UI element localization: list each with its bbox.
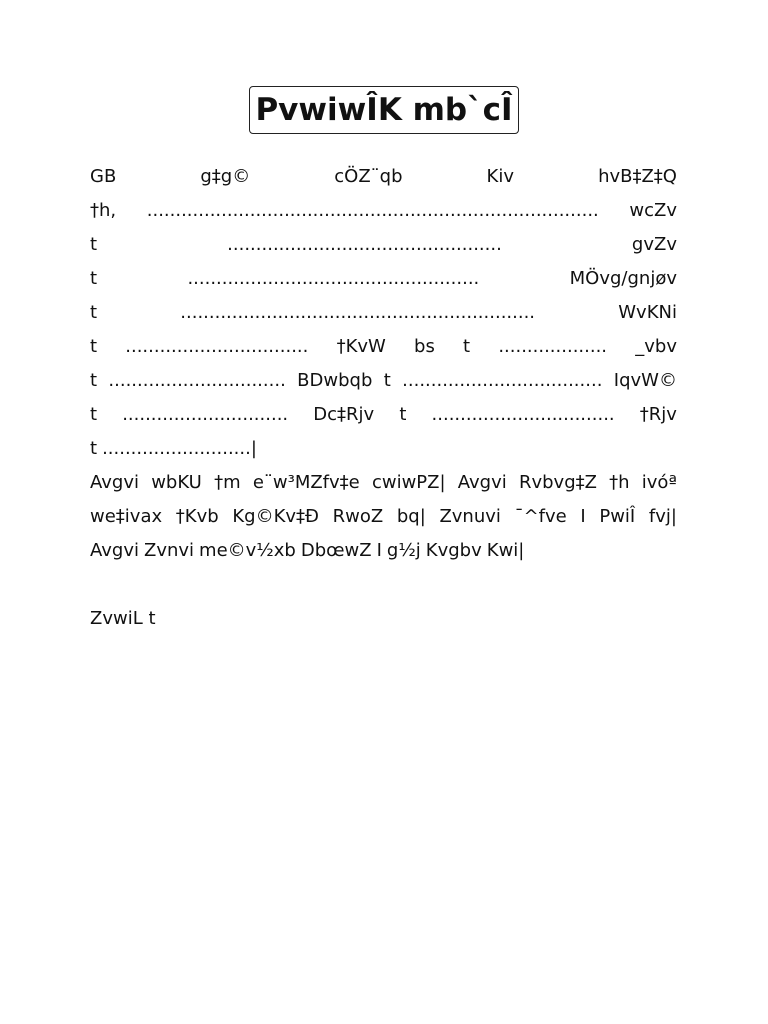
paragraph-word: e¨w³MZfv‡e — [252, 472, 360, 493]
form-word: MÖvg/gnjøv — [569, 268, 677, 289]
paragraph-line — [90, 534, 677, 568]
paragraph-word: Rvbvg‡Z — [518, 472, 597, 493]
form-line — [90, 296, 677, 330]
form-word: bs — [414, 336, 435, 357]
form-line — [90, 160, 677, 194]
fill-in-blank: ................................................ — [227, 234, 502, 255]
form-word: †Rjv — [639, 404, 677, 425]
form-word: t — [90, 234, 98, 255]
fill-in-blank: ................................... — [402, 370, 603, 391]
form-word: hvB‡Z‡Q — [598, 166, 677, 187]
date-label: ZvwiL t — [90, 608, 156, 629]
paragraph-word: we‡ivax — [90, 506, 163, 527]
fill-in-blank: ............................................................................... — [146, 200, 599, 221]
form-word: WvKNi — [618, 302, 677, 323]
fill-in-blank: ................................ — [431, 404, 615, 425]
form-word: t — [90, 336, 98, 357]
form-line — [90, 330, 677, 364]
certificate-title: PvwiwÎK mb`cÎ — [249, 86, 518, 134]
form-word: cÖZ¨qb — [334, 166, 403, 187]
paragraph-word: †Kvb — [175, 506, 219, 527]
form-word: †KvW — [336, 336, 386, 357]
paragraph-line — [90, 466, 677, 500]
certificate-body — [90, 160, 677, 636]
form-word: t — [399, 404, 407, 425]
form-word: IqvW© — [613, 370, 677, 391]
form-word: t — [90, 268, 98, 289]
paragraph-word: I — [580, 506, 586, 527]
form-word: t — [383, 370, 391, 391]
form-word: wcZv — [629, 200, 677, 221]
title-container — [0, 86, 768, 134]
paragraph-word: DbœwZ — [300, 540, 372, 561]
form-line — [90, 262, 677, 296]
fill-in-blank: ................................................... — [187, 268, 480, 289]
paragraph-word: RwoZ — [332, 506, 384, 527]
fill-in-blank: ................... — [498, 336, 608, 357]
form-line — [90, 432, 677, 466]
fill-in-blank: ............................. — [122, 404, 289, 425]
form-word: Kiv — [486, 166, 515, 187]
form-word: GB — [90, 166, 117, 187]
paragraph-word: cwiwPZ| — [371, 472, 446, 493]
paragraph-word: fvj| — [648, 506, 677, 527]
form-word: t — [90, 438, 98, 459]
paragraph-word: wbKU — [151, 472, 202, 493]
paragraph-word: PwiÎ — [599, 506, 636, 527]
paragraph-word: g½j — [386, 540, 421, 561]
paragraph-line — [90, 500, 677, 534]
paragraph-word: me©v½xb — [199, 540, 296, 561]
form-line — [90, 398, 677, 432]
form-word: t — [90, 404, 98, 425]
paragraph-word: †h — [609, 472, 630, 493]
paragraph-word: Kvgbv — [425, 540, 482, 561]
form-word: _vbv — [635, 336, 677, 357]
paragraph-word: ivóª — [641, 472, 677, 493]
form-fields — [90, 160, 677, 466]
form-word: t — [463, 336, 471, 357]
paragraph-word: Avgvi — [457, 472, 507, 493]
form-word: Dc‡Rjv — [313, 404, 375, 425]
paragraph-word: Avgvi — [90, 472, 139, 493]
form-word: †h, — [90, 200, 117, 221]
paragraph-word: bq| — [396, 506, 426, 527]
paragraph-word: I — [376, 540, 382, 561]
fill-in-blank: ............................... — [108, 370, 286, 391]
paragraph-word: Kg©Kv‡Ð — [232, 506, 319, 527]
form-line — [90, 228, 677, 262]
fill-in-blank: ..........................| — [102, 438, 257, 459]
paragraph-word: ¯^fve — [514, 506, 567, 527]
form-word: gvZv — [631, 234, 677, 255]
blank-spacer — [90, 568, 677, 602]
form-word: BDwbqb — [297, 370, 373, 391]
form-word: t — [90, 302, 98, 323]
fill-in-blank: ................................ — [125, 336, 309, 357]
form-line — [90, 194, 677, 228]
paragraph-word: Zvnvi — [144, 540, 195, 561]
form-word: t — [90, 370, 98, 391]
paragraph-word: Avgvi — [90, 540, 139, 561]
form-line — [90, 364, 677, 398]
paragraph-word: Zvnuvi — [439, 506, 501, 527]
form-word: g‡g© — [200, 166, 251, 187]
fill-in-blank: .............................................................. — [180, 302, 536, 323]
paragraph-word: Kwi| — [486, 540, 525, 561]
paragraph-word: †m — [214, 472, 241, 493]
certificate-paragraph — [90, 466, 677, 568]
